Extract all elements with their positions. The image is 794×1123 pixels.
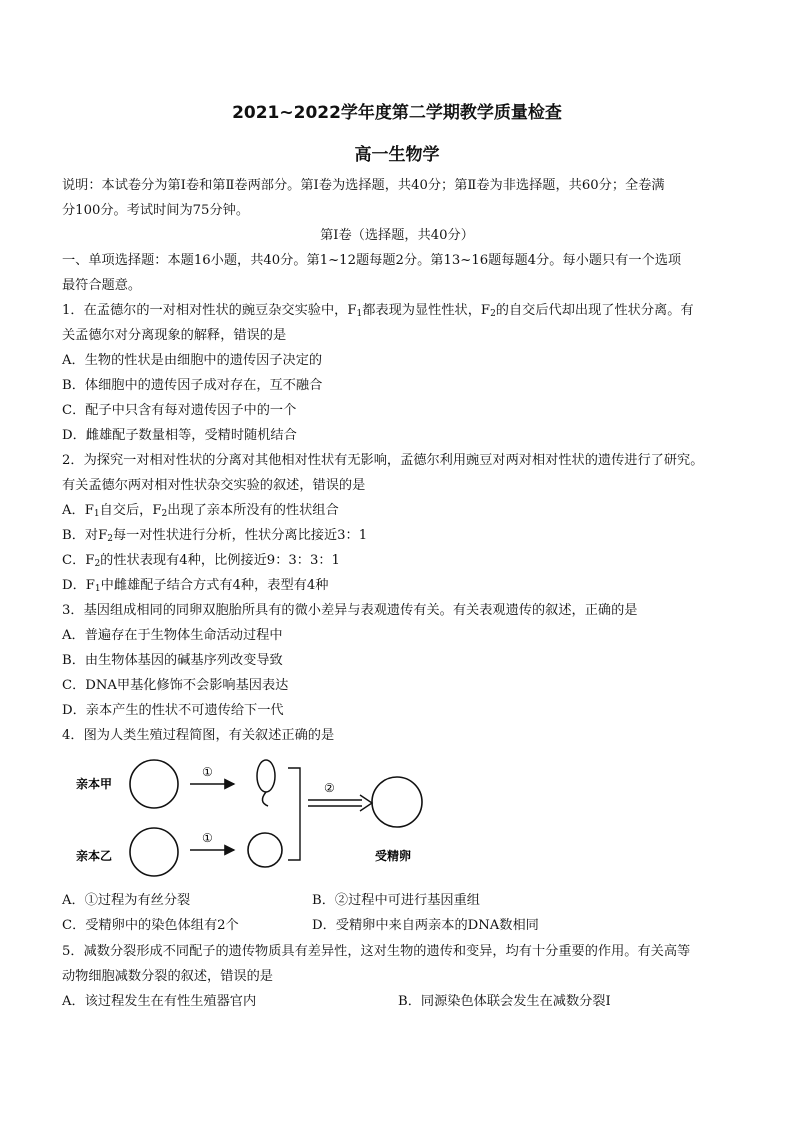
subscript: 1 bbox=[93, 509, 100, 519]
q4-option-b: B．②过程中可进行基因重组 bbox=[312, 893, 480, 908]
q2-d-part: 中雌雄配子结合方式有4种，表型有4种 bbox=[100, 578, 329, 593]
q5-stem-line-1: 5．减数分裂形成不同配子的遗传物质具有差异性，这对生物的遗传和变异，均有十分重要的作用。有关高等 bbox=[62, 944, 691, 959]
q5-option-b: B．同源染色体联会发生在减数分裂Ⅰ bbox=[398, 994, 611, 1009]
q4-option-d: D．受精卵中来自两亲本的DNA数相同 bbox=[312, 918, 539, 933]
step2-label: ② bbox=[324, 781, 335, 795]
q2-a-part: 出现了亲本所没有的性状组合 bbox=[167, 503, 339, 518]
q3-option-a: A．普遍存在于生物体生命活动过程中 bbox=[62, 628, 283, 643]
parent-b-cell bbox=[130, 828, 178, 876]
q2-option-c bbox=[62, 552, 340, 570]
q4-stem: 4．图为人类生殖过程简图，有关叙述正确的是 bbox=[62, 728, 335, 743]
subscript: 1 bbox=[356, 309, 363, 319]
q3-option-c: C．DNA甲基化修饰不会影响基因表达 bbox=[62, 678, 289, 693]
instructions-line-1: 说明：本试卷分为第Ⅰ卷和第Ⅱ卷两部分。第Ⅰ卷为选择题，共40分；第Ⅱ卷为非选择题，共60分；全卷满 bbox=[62, 178, 665, 193]
q3-option-d: D．亲本产生的性状不可遗传给下一代 bbox=[62, 703, 284, 718]
exam-title: 2021~2022学年度第二学期教学质量检查 bbox=[232, 103, 562, 123]
parent-a-cell bbox=[130, 760, 178, 808]
step1-label-top: ① bbox=[202, 765, 213, 779]
q1-stem-part: 都表现为显性性状，F bbox=[362, 303, 491, 318]
q3-option-b: B．由生物体基因的碱基序列改变导致 bbox=[62, 653, 283, 668]
q2-c-part: 的性状表现有4种，比例接近9：3：3：1 bbox=[100, 553, 340, 568]
zygote-cell bbox=[372, 777, 422, 827]
q1-option-d: D．雌雄配子数量相等，受精时随机结合 bbox=[62, 428, 297, 443]
q2-a-part: A．F bbox=[62, 503, 94, 518]
q1-stem-line-2: 关孟德尔对分离现象的解释，错误的是 bbox=[62, 328, 287, 343]
parent-b-label: 亲本乙 bbox=[76, 849, 113, 863]
q2-option-d bbox=[62, 577, 328, 595]
subscript: 2 bbox=[107, 534, 113, 544]
q1-option-a: A．生物的性状是由细胞中的遗传因子决定的 bbox=[62, 353, 323, 368]
step2-arrow-head bbox=[360, 795, 372, 811]
fusion-bracket bbox=[288, 768, 300, 860]
section-heading: 第Ⅰ卷（选择题，共40分） bbox=[320, 228, 474, 243]
q4-option-c: C．受精卵中的染色体组有2个 bbox=[62, 918, 239, 933]
step1-label-bottom: ① bbox=[202, 831, 213, 845]
parent-a-label: 亲本甲 bbox=[76, 777, 113, 791]
q2-b-part: 每一对性状进行分析，性状分离比接近3：1 bbox=[112, 528, 368, 543]
section-intro-1: 一、单项选择题：本题16小题，共40分。第1~12题每题2分。第13~16题每题4分。每小题只有一个选项 bbox=[62, 253, 682, 268]
q1-option-b: B．体细胞中的遗传因子成对存在，互不融合 bbox=[62, 378, 323, 393]
zygote-label: 受精卵 bbox=[375, 849, 412, 863]
q1-stem-part: 的自交后代却出现了性状分离。有 bbox=[495, 303, 694, 318]
reproduction-diagram bbox=[62, 752, 482, 882]
sperm-head bbox=[257, 760, 275, 792]
exam-subject: 高一生物学 bbox=[354, 145, 440, 165]
section-intro-2: 最符合题意。 bbox=[62, 278, 142, 293]
subscript: 2 bbox=[161, 509, 168, 519]
egg-cell bbox=[248, 833, 282, 867]
q2-b-part: B．对F bbox=[62, 528, 108, 543]
q1-option-c: C．配子中只含有每对遗传因子中的一个 bbox=[62, 403, 297, 418]
q2-stem-line-1: 2．为探究一对相对性状的分离对其他相对性状有无影响，孟德尔利用豌豆对两对相对性状的遗传进行了研究。 bbox=[62, 453, 704, 468]
q2-d-part: D．F bbox=[62, 578, 95, 593]
q5-stem-line-2: 动物细胞减数分裂的叙述，错误的是 bbox=[62, 969, 273, 984]
q2-a-part: 自交后，F bbox=[99, 503, 162, 518]
q2-option-b bbox=[62, 527, 367, 545]
sperm-tail bbox=[262, 792, 268, 806]
q4-option-a: A．①过程为有丝分裂 bbox=[62, 893, 191, 908]
q1-stem-part: 1．在孟德尔的一对相对性状的豌豆杂交实验中，F bbox=[62, 303, 357, 318]
subscript: 1 bbox=[94, 584, 101, 594]
q2-option-a bbox=[62, 502, 339, 520]
q3-stem: 3．基因组成相同的同卵双胞胎所具有的微小差异与表观遗传有关。有关表观遗传的叙述，正确的是 bbox=[62, 603, 638, 618]
instructions-line-2: 分100分。考试时间为75分钟。 bbox=[62, 203, 250, 218]
q2-stem-line-2: 有关孟德尔两对相对性状杂交实验的叙述，错误的是 bbox=[62, 478, 366, 493]
q2-c-part: C．F bbox=[62, 553, 95, 568]
q5-option-a: A．该过程发生在有性生殖器官内 bbox=[62, 994, 257, 1009]
subscript: 2 bbox=[490, 309, 496, 319]
subscript: 2 bbox=[94, 559, 101, 569]
q1-stem-line-1 bbox=[62, 302, 694, 320]
